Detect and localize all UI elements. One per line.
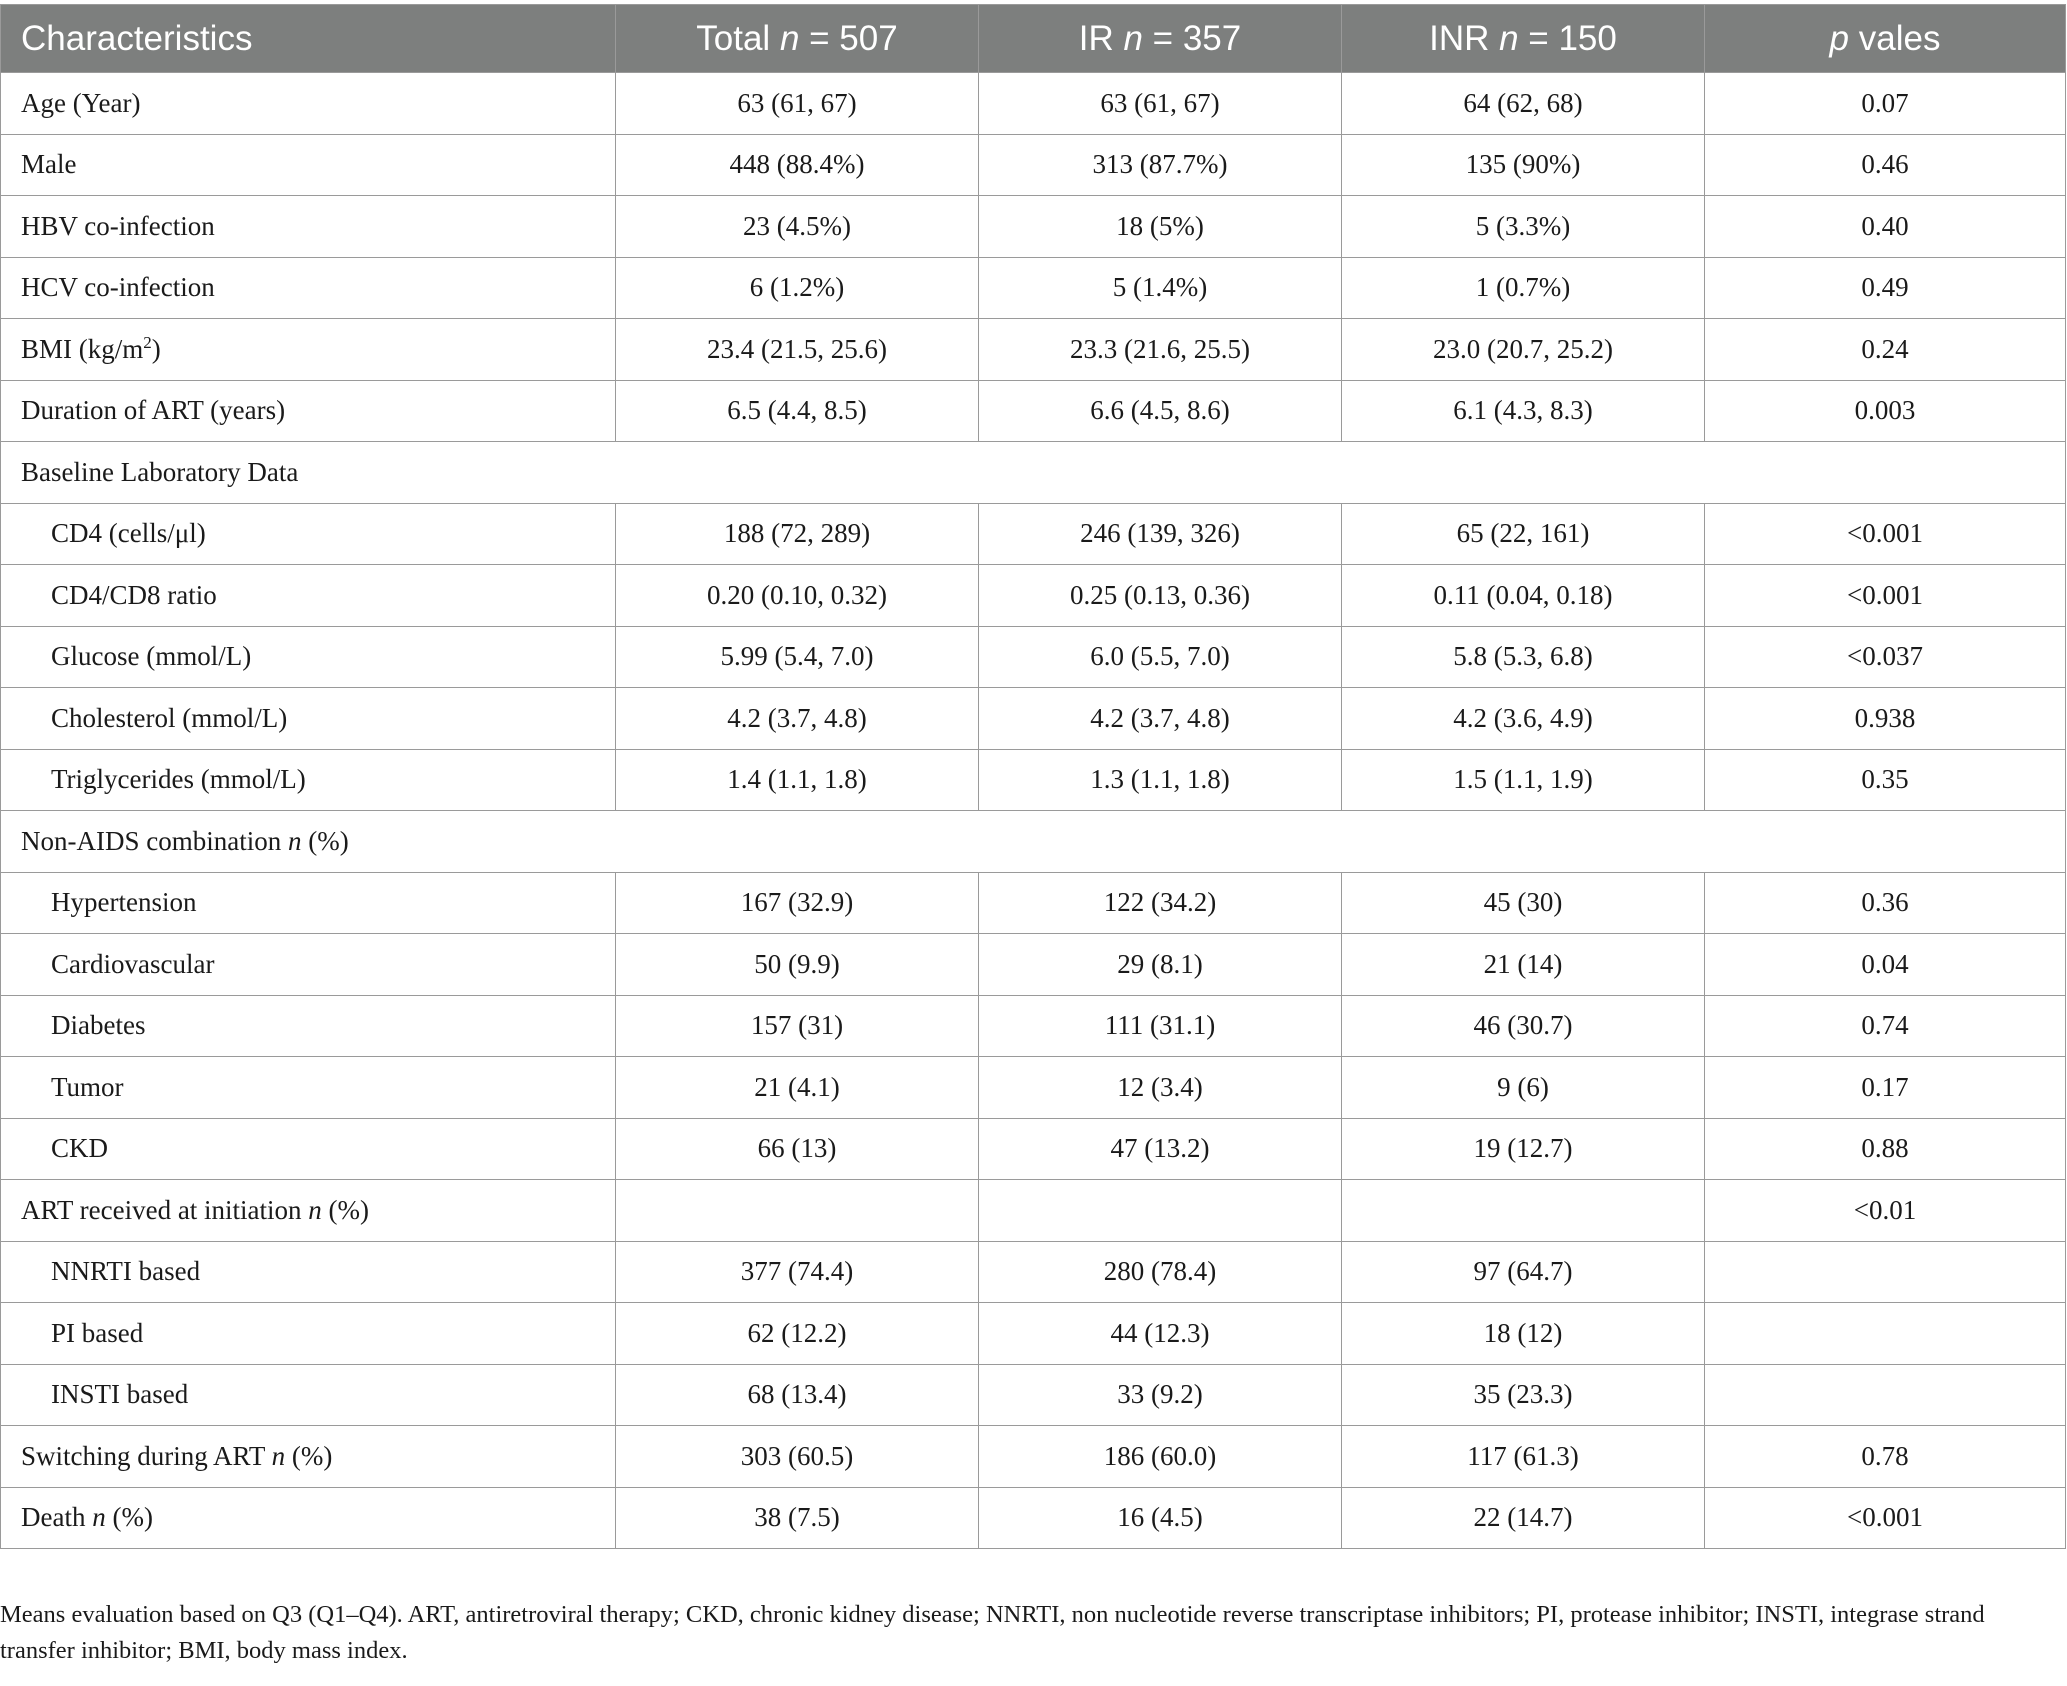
cell-p bbox=[1705, 1303, 2066, 1365]
cell-ir: 313 (87.7%) bbox=[979, 134, 1342, 196]
cell-inr: 4.2 (3.6, 4.9) bbox=[1342, 688, 1705, 750]
cell-inr: 18 (12) bbox=[1342, 1303, 1705, 1365]
header-ir-suffix: = 357 bbox=[1142, 18, 1242, 58]
art-init-label-percent: (%) bbox=[321, 1194, 370, 1225]
cell-total bbox=[616, 1180, 979, 1242]
table-row-cardiovascular bbox=[1, 934, 2066, 996]
cell-p: 0.40 bbox=[1705, 196, 2066, 258]
section-row-nonaids bbox=[1, 811, 2066, 873]
table-row-hcv bbox=[1, 257, 2066, 319]
cell-inr: 65 (22, 161) bbox=[1342, 503, 1705, 565]
row-label: CD4 (cells/μl) bbox=[1, 503, 616, 565]
cell-total: 303 (60.5) bbox=[616, 1426, 979, 1488]
cell-total: 1.4 (1.1, 1.8) bbox=[616, 749, 979, 811]
cell-ir: 0.25 (0.13, 0.36) bbox=[979, 565, 1342, 627]
row-label: INSTI based bbox=[1, 1364, 616, 1426]
cell-inr bbox=[1342, 1180, 1705, 1242]
cell-total: 167 (32.9) bbox=[616, 872, 979, 934]
cell-ir: 29 (8.1) bbox=[979, 934, 1342, 996]
art-init-label-text: ART received at initiation bbox=[21, 1194, 309, 1225]
section-row-baseline bbox=[1, 442, 2066, 504]
row-label: NNRTI based bbox=[1, 1241, 616, 1303]
cell-ir: 16 (4.5) bbox=[979, 1487, 1342, 1549]
cell-p: 0.74 bbox=[1705, 995, 2066, 1057]
cell-total: 21 (4.1) bbox=[616, 1057, 979, 1119]
cell-p: 0.88 bbox=[1705, 1118, 2066, 1180]
row-label: Glucose (mmol/L) bbox=[1, 626, 616, 688]
cell-inr: 19 (12.7) bbox=[1342, 1118, 1705, 1180]
row-label bbox=[1, 1487, 616, 1549]
row-label: Triglycerides (mmol/L) bbox=[1, 749, 616, 811]
cell-inr: 46 (30.7) bbox=[1342, 995, 1705, 1057]
table-row-tumor bbox=[1, 1057, 2066, 1119]
switching-label-percent: (%) bbox=[285, 1440, 333, 1471]
row-label: Cholesterol (mmol/L) bbox=[1, 688, 616, 750]
header-total-suffix: = 507 bbox=[799, 18, 898, 58]
header-ir bbox=[979, 5, 1342, 73]
header-p-suffix: vales bbox=[1849, 18, 1941, 58]
header-inr-prefix: INR bbox=[1429, 18, 1500, 58]
cell-ir: 63 (61, 67) bbox=[979, 73, 1342, 135]
cell-ir: 280 (78.4) bbox=[979, 1241, 1342, 1303]
cell-p: 0.07 bbox=[1705, 73, 2066, 135]
row-label bbox=[1, 319, 616, 381]
row-label bbox=[1, 1426, 616, 1488]
table-row-hypertension bbox=[1, 872, 2066, 934]
table-row-age bbox=[1, 73, 2066, 135]
cell-ir: 12 (3.4) bbox=[979, 1057, 1342, 1119]
cell-p: 0.003 bbox=[1705, 380, 2066, 442]
header-p-values bbox=[1705, 5, 2066, 73]
cell-ir: 111 (31.1) bbox=[979, 995, 1342, 1057]
table-row-triglycerides bbox=[1, 749, 2066, 811]
cell-total: 50 (9.9) bbox=[616, 934, 979, 996]
table-row-cholesterol bbox=[1, 688, 2066, 750]
cell-total: 38 (7.5) bbox=[616, 1487, 979, 1549]
section-label bbox=[1, 811, 616, 873]
table-row-glucose bbox=[1, 626, 2066, 688]
table-row-death bbox=[1, 1487, 2066, 1549]
cell-total: 23.4 (21.5, 25.6) bbox=[616, 319, 979, 381]
cell-p: 0.17 bbox=[1705, 1057, 2066, 1119]
header-inr-suffix: = 150 bbox=[1518, 18, 1617, 58]
cell-inr: 21 (14) bbox=[1342, 934, 1705, 996]
cell-ir: 47 (13.2) bbox=[979, 1118, 1342, 1180]
cell-p bbox=[1705, 1364, 2066, 1426]
section-empty-span bbox=[616, 442, 2066, 504]
cell-ir: 33 (9.2) bbox=[979, 1364, 1342, 1426]
cell-inr: 23.0 (20.7, 25.2) bbox=[1342, 319, 1705, 381]
row-label: Duration of ART (years) bbox=[1, 380, 616, 442]
switching-label-n: n bbox=[271, 1440, 286, 1471]
cell-p: 0.938 bbox=[1705, 688, 2066, 750]
cell-p: 0.36 bbox=[1705, 872, 2066, 934]
section-label-percent: (%) bbox=[301, 825, 349, 856]
bmi-label-text: BMI (kg/m bbox=[21, 334, 144, 365]
cell-inr: 22 (14.7) bbox=[1342, 1487, 1705, 1549]
section-label: Baseline Laboratory Data bbox=[1, 442, 616, 504]
table-row-hbv bbox=[1, 196, 2066, 258]
header-inr bbox=[1342, 5, 1705, 73]
cell-p: 0.46 bbox=[1705, 134, 2066, 196]
cell-ir: 5 (1.4%) bbox=[979, 257, 1342, 319]
cell-p: 0.04 bbox=[1705, 934, 2066, 996]
cell-total: 66 (13) bbox=[616, 1118, 979, 1180]
cell-p: 0.24 bbox=[1705, 319, 2066, 381]
header-ir-prefix: IR bbox=[1078, 18, 1124, 58]
table-row-art-duration bbox=[1, 380, 2066, 442]
row-label: HBV co-infection bbox=[1, 196, 616, 258]
cell-inr: 117 (61.3) bbox=[1342, 1426, 1705, 1488]
cell-inr: 35 (23.3) bbox=[1342, 1364, 1705, 1426]
cell-total: 6 (1.2%) bbox=[616, 257, 979, 319]
cell-total: 6.5 (4.4, 8.5) bbox=[616, 380, 979, 442]
cell-total: 188 (72, 289) bbox=[616, 503, 979, 565]
row-label: Age (Year) bbox=[1, 73, 616, 135]
cell-inr: 6.1 (4.3, 8.3) bbox=[1342, 380, 1705, 442]
bmi-label-close: ) bbox=[151, 334, 161, 365]
cell-p: <0.01 bbox=[1705, 1180, 2066, 1242]
row-label: Hypertension bbox=[1, 872, 616, 934]
characteristics-table bbox=[0, 4, 2066, 1549]
table-row-ckd bbox=[1, 1118, 2066, 1180]
row-label: CD4/CD8 ratio bbox=[1, 565, 616, 627]
cell-inr: 5 (3.3%) bbox=[1342, 196, 1705, 258]
header-inr-n: n bbox=[1499, 18, 1519, 58]
header-ir-n: n bbox=[1123, 18, 1143, 58]
cell-ir: 186 (60.0) bbox=[979, 1426, 1342, 1488]
table-row-art-initiation bbox=[1, 1180, 2066, 1242]
cell-total: 377 (74.4) bbox=[616, 1241, 979, 1303]
cell-inr: 5.8 (5.3, 6.8) bbox=[1342, 626, 1705, 688]
cell-ir: 246 (139, 326) bbox=[979, 503, 1342, 565]
cell-total: 62 (12.2) bbox=[616, 1303, 979, 1365]
cell-ir bbox=[979, 1180, 1342, 1242]
row-label: Tumor bbox=[1, 1057, 616, 1119]
section-label-text: Non-AIDS combination bbox=[21, 825, 288, 856]
cell-p: <0.001 bbox=[1705, 565, 2066, 627]
table-row-cd4cd8 bbox=[1, 565, 2066, 627]
header-total-n: n bbox=[779, 18, 800, 58]
cell-ir: 23.3 (21.6, 25.5) bbox=[979, 319, 1342, 381]
row-label: PI based bbox=[1, 1303, 616, 1365]
header-characteristics bbox=[1, 5, 616, 73]
cell-ir: 18 (5%) bbox=[979, 196, 1342, 258]
death-label-percent: (%) bbox=[105, 1502, 153, 1533]
section-label-n: n bbox=[287, 825, 302, 856]
cell-total: 23 (4.5%) bbox=[616, 196, 979, 258]
cell-total: 448 (88.4%) bbox=[616, 134, 979, 196]
cell-p: 0.35 bbox=[1705, 749, 2066, 811]
table-header bbox=[1, 5, 2066, 73]
table-row-pi bbox=[1, 1303, 2066, 1365]
row-label bbox=[1, 1180, 616, 1242]
cell-p: <0.001 bbox=[1705, 1487, 2066, 1549]
cell-p: 0.49 bbox=[1705, 257, 2066, 319]
row-label: HCV co-infection bbox=[1, 257, 616, 319]
cell-inr: 135 (90%) bbox=[1342, 134, 1705, 196]
death-label-text: Death bbox=[21, 1502, 93, 1533]
table-body bbox=[1, 73, 2066, 1549]
cell-p bbox=[1705, 1241, 2066, 1303]
cell-ir: 6.0 (5.5, 7.0) bbox=[979, 626, 1342, 688]
table-row-cd4 bbox=[1, 503, 2066, 565]
row-label: Diabetes bbox=[1, 995, 616, 1057]
cell-ir: 4.2 (3.7, 4.8) bbox=[979, 688, 1342, 750]
header-total-prefix: Total bbox=[696, 18, 780, 58]
switching-label-text: Switching during ART bbox=[21, 1440, 272, 1471]
cell-total: 0.20 (0.10, 0.32) bbox=[616, 565, 979, 627]
cell-ir: 1.3 (1.1, 1.8) bbox=[979, 749, 1342, 811]
header-characteristics-text: Characteristics bbox=[21, 18, 253, 58]
section-empty-span bbox=[616, 811, 2066, 873]
table-row-diabetes bbox=[1, 995, 2066, 1057]
cell-inr: 1 (0.7%) bbox=[1342, 257, 1705, 319]
row-label: Male bbox=[1, 134, 616, 196]
cell-p: 0.78 bbox=[1705, 1426, 2066, 1488]
table-row-male bbox=[1, 134, 2066, 196]
cell-total: 4.2 (3.7, 4.8) bbox=[616, 688, 979, 750]
row-label: Cardiovascular bbox=[1, 934, 616, 996]
cell-total: 5.99 (5.4, 7.0) bbox=[616, 626, 979, 688]
table-row-nnrti bbox=[1, 1241, 2066, 1303]
table-row-bmi bbox=[1, 319, 2066, 381]
header-total bbox=[616, 5, 979, 73]
cell-inr: 97 (64.7) bbox=[1342, 1241, 1705, 1303]
header-p-italic: p bbox=[1829, 18, 1850, 58]
cell-inr: 0.11 (0.04, 0.18) bbox=[1342, 565, 1705, 627]
cell-p: <0.001 bbox=[1705, 503, 2066, 565]
cell-ir: 6.6 (4.5, 8.6) bbox=[979, 380, 1342, 442]
cell-total: 157 (31) bbox=[616, 995, 979, 1057]
death-label-n: n bbox=[92, 1502, 106, 1533]
art-init-label-n: n bbox=[308, 1194, 322, 1225]
header-row bbox=[1, 5, 2066, 73]
cell-ir: 44 (12.3) bbox=[979, 1303, 1342, 1365]
cell-total: 63 (61, 67) bbox=[616, 73, 979, 135]
bmi-label-superscript: 2 bbox=[143, 333, 152, 353]
cell-inr: 9 (6) bbox=[1342, 1057, 1705, 1119]
table-row-insti bbox=[1, 1364, 2066, 1426]
cell-total: 68 (13.4) bbox=[616, 1364, 979, 1426]
cell-ir: 122 (34.2) bbox=[979, 872, 1342, 934]
cell-inr: 64 (62, 68) bbox=[1342, 73, 1705, 135]
row-label: CKD bbox=[1, 1118, 616, 1180]
cell-p: <0.037 bbox=[1705, 626, 2066, 688]
table-footnote: Means evaluation based on Q3 (Q1–Q4). ART, antiretroviral therapy; CKD, chronic kidney disease; NNRTI, non nucleotide reverse transcriptase inhibitors; PI, protease inhibitor; INSTI, integrase strand transfer inhibitor; BMI, body mass index. bbox=[0, 1601, 1985, 1664]
cell-inr: 45 (30) bbox=[1342, 872, 1705, 934]
table-row-switching bbox=[1, 1426, 2066, 1488]
cell-inr: 1.5 (1.1, 1.9) bbox=[1342, 749, 1705, 811]
